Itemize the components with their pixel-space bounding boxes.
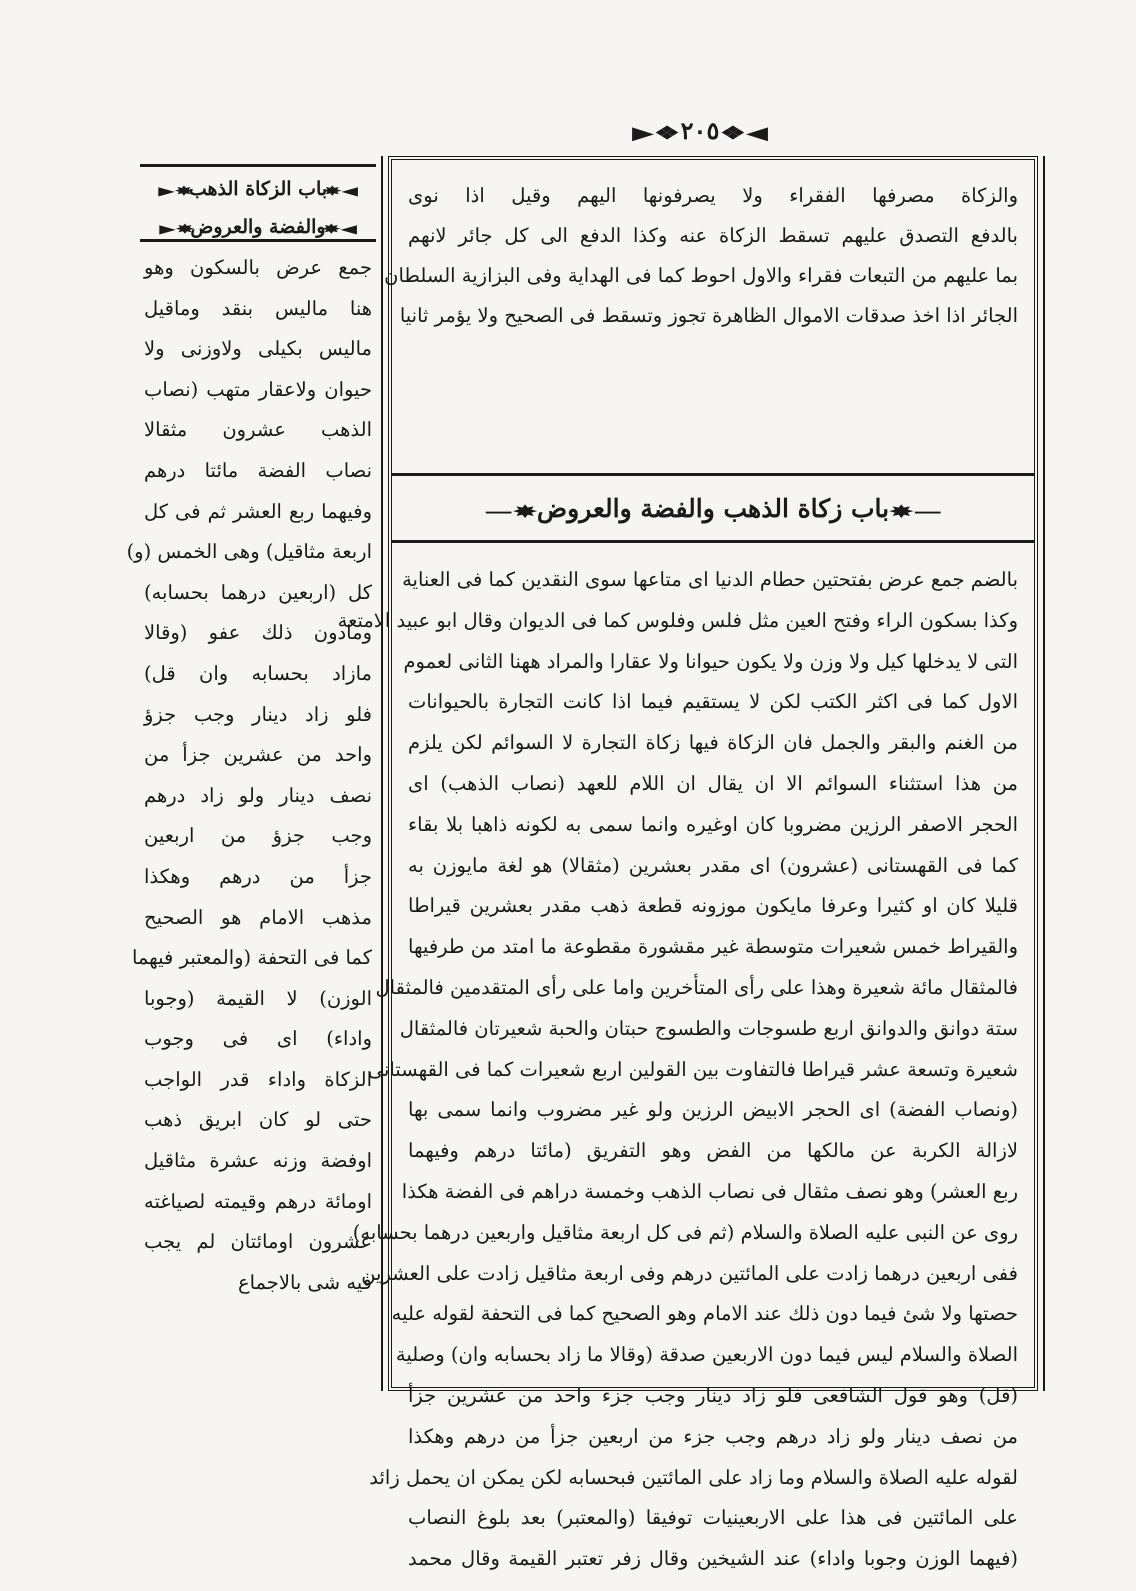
heading-ornament-icon: ✸▶ [159, 222, 195, 236]
text-line: بالدفع التصدق عليهم تسقط الزكاة عنه وكذا الدفع الى كل جائر لانهم [408, 224, 1018, 247]
text-line: اومائة درهم وقيمته لصياغته [144, 1189, 372, 1213]
text-line: فلو زاد دينار وجب جزؤ [144, 702, 372, 726]
text-line: كما فى التحفة (والمعتبر فيهما [131, 946, 372, 970]
chapter-heading-text: باب زكاة الذهب والفضة والعروض [536, 494, 890, 523]
commentary-body [337, 550, 1034, 1571]
heading-ornament-icon: —✸ [889, 502, 943, 521]
text-line: جزأ من درهم وهكذا [144, 864, 372, 888]
text-line: واداء) اى فى وجوب [144, 1027, 372, 1051]
side-column [126, 156, 376, 1296]
text-line: مذهب الامام هو الصحيح [144, 905, 372, 929]
preceding-text [384, 176, 1034, 476]
text-line: ماليس بكيلى ولاوزنى ولا [144, 337, 372, 361]
page-number-text: ٢٠٥ [680, 116, 720, 145]
main-column [337, 156, 1038, 1571]
heading-ornament-icon: ✸— [483, 502, 537, 521]
text-line: مازاد بحسابه وان قل) [144, 661, 372, 685]
heading-ornament-icon: ✸▶ [157, 184, 193, 198]
text-line: وكذا بسكون الراء وفتح العين مثل فلس وفلوس كما فى الديوان وقال ابو عبيد الامتعة [337, 608, 1018, 632]
text-line: اربعة مثاقيل) وهى الخمس (و) [126, 540, 372, 564]
side-heading-text-1: باب الزكاة الذهب [188, 178, 328, 200]
text-line: الاول كما فى اكثر الكتب لكن لا يستقيم فيما اذا كانت التجارة بالحيوانات [408, 690, 1018, 714]
side-heading [140, 164, 376, 242]
text-line: (ونصاب الفضة) اى الحجر الابيض الرزين ولو غير مضروب وانما سمى بها [408, 1098, 1018, 1122]
text-line: نصف دينار ولو زاد درهم [144, 783, 372, 807]
text-line: التى لا يدخلها كيل ولا وزن ولا يكون حيوانا ولا عقارا والمراد ههنا الثانى لعموم [403, 649, 1018, 673]
text-line: شعيرة وتسعة عشر قيراطا فالتفاوت بين القولين اربع شعيرات كما فى القهستانى [367, 1057, 1018, 1081]
side-heading-text-2: والفضة والعروض [190, 216, 326, 238]
text-line: بالضم جمع عرض بفتحتين حطام الدنيا اى متاعها سوى النقدين كما فى العناية [402, 568, 1018, 591]
text-line: روى عن النبى عليه الصلاة والسلام (ثم فى كل اربعة مثاقيل واربعين درهما بحسابه) [352, 1220, 1018, 1244]
text-line: والزكاة مصرفها الفقراء ولا يصرفونها اليهم وقيل اذا نوى [408, 184, 1018, 207]
text-line: الصلاة والسلام ليس فيما دون الاربعين صدقة (وقالا ما زاد بحسابه وان) وصلية [395, 1343, 1018, 1367]
text-line: كل (اربعين درهما بحسابه) [144, 580, 372, 604]
text-line: الزكاة واداء قدر الواجب [144, 1067, 372, 1091]
text-line: واحد من عشرين جزأ من [144, 743, 372, 767]
text-line: (فيهما الوزن وجوبا واداء) عند الشيخين وقال زفر تعتبر القيمة وقال محمد [408, 1547, 1018, 1571]
heading-ornament-icon: ◀✸ [323, 184, 359, 198]
text-line: حيوان ولاعقار متهب (نصاب [144, 377, 372, 401]
text-line: ستة دوانق والدوانق اربع طسوجات والطسوج حبتان والحبة شعيرتان فالمثقال [399, 1016, 1018, 1040]
text-line: فيه شى بالاجماع [237, 1270, 372, 1294]
text-line: بما عليهم من التبعات فقراء والاول احوط كما فى الهداية وفى البزازية السلطان [384, 264, 1018, 287]
text-line: حتى لو كان ابريق ذهب [144, 1108, 372, 1132]
side-heading-line [140, 171, 376, 209]
text-line: من نصف دينار ولو زاد درهم وجب جزء من اربعين جزأ من درهم وهكذا [408, 1424, 1018, 1448]
side-heading-line [140, 209, 376, 247]
text-line: اوفضة وزنه عشرة مثاقيل [144, 1149, 372, 1173]
ornament-left-icon: ◀❖ [720, 123, 769, 144]
text-line: الوزن) لا القيمة (وجوبا [144, 986, 372, 1010]
text-line: والقيراط خمس شعيرات متوسطة غير مقشورة مقطوعة ما امتد من طرفيها [408, 935, 1018, 959]
text-line: الحجر الاصفر الرزين مضروبا كان اوغيره وانما سمى به لكونه ذاهبا بلا بقاء [408, 812, 1018, 836]
text-line: نصاب الفضة مائتا درهم [144, 458, 372, 482]
heading-ornament-icon: ◀✸ [321, 222, 357, 236]
text-line: الذهب عشرون مثقالا [144, 418, 372, 442]
text-line: من الغنم والبقر والجمل فان الزكاة فيها زكاة التجارة لا السوائم لكن يلزم [408, 731, 1018, 755]
page-number [600, 116, 800, 145]
text-line: قليلا كان او كثيرا وعرفا مايكون موزونه قطعة ذهب مقدر بعشرين قيراطا [408, 894, 1018, 918]
text-line: وجب جزؤ من اربعين [144, 824, 372, 848]
text-line: ففى اربعين درهما زادت على المائتين درهم وفى اربعة مثاقيل زادت على العشرين [361, 1261, 1018, 1285]
text-line: عشرون اومائتان لم يجب [144, 1230, 372, 1254]
text-line: على المائتين فى هذا على الاربعينيات توفيقا (والمعتبر) بعد بلوغ النصاب [408, 1506, 1018, 1530]
ornament-right-icon: ❖▶ [631, 123, 680, 144]
text-line: لازالة الكربة عن مالكها من الفض وهو التفريق (مائتا درهم وفيهما [408, 1139, 1018, 1163]
text-line: ربع العشر) وهو نصف مثقال فى نصاب الذهب وخمسة دراهم فى الفضة هكذا [401, 1179, 1018, 1203]
text-line: (قل) وهو قول الشافعى فلو زاد دينار وجب جزء واحد من عشرين جزأ [408, 1383, 1018, 1407]
text-line: من هذا استثناء السوائم الا ان يقال ان اللام للعهد (نصاب الذهب) اى [408, 771, 1018, 795]
text-line: فالمثقال مائة شعيرة وهذا على رأى المتأخرين واما على رأى المتقدمين فالمثقال [375, 975, 1018, 999]
text-line: لقوله عليه الصلاة والسلام وما زاد على المائتين فبحسابه لكن يمكن ان يحمل زائد [369, 1465, 1018, 1489]
text-line: وفيهما ربع العشر ثم فى كل [144, 499, 372, 523]
chapter-heading [392, 478, 1034, 543]
text-line: حصتها ولا شئ فيما دون ذلك عند الامام وهو الصحيح كما فى التحفة لقوله عليه [391, 1302, 1018, 1326]
matn-text [126, 248, 376, 1303]
text-line: هنا ماليس بنقد وماقيل [144, 296, 372, 320]
text-line: ومادون ذلك عفو (وقالا [144, 621, 372, 645]
text-line: جمع عرض بالسكون وهو [144, 256, 372, 279]
text-line: الجائر اذا اخذ صدقات الاموال الظاهرة تجوز وتسقط فى الصحيح ولا يؤمر ثانيا [399, 304, 1018, 327]
text-line: كما فى القهستانى (عشرون) اى مقدر بعشرين (مثقالا) هو لغة مايوزن به [408, 853, 1018, 877]
